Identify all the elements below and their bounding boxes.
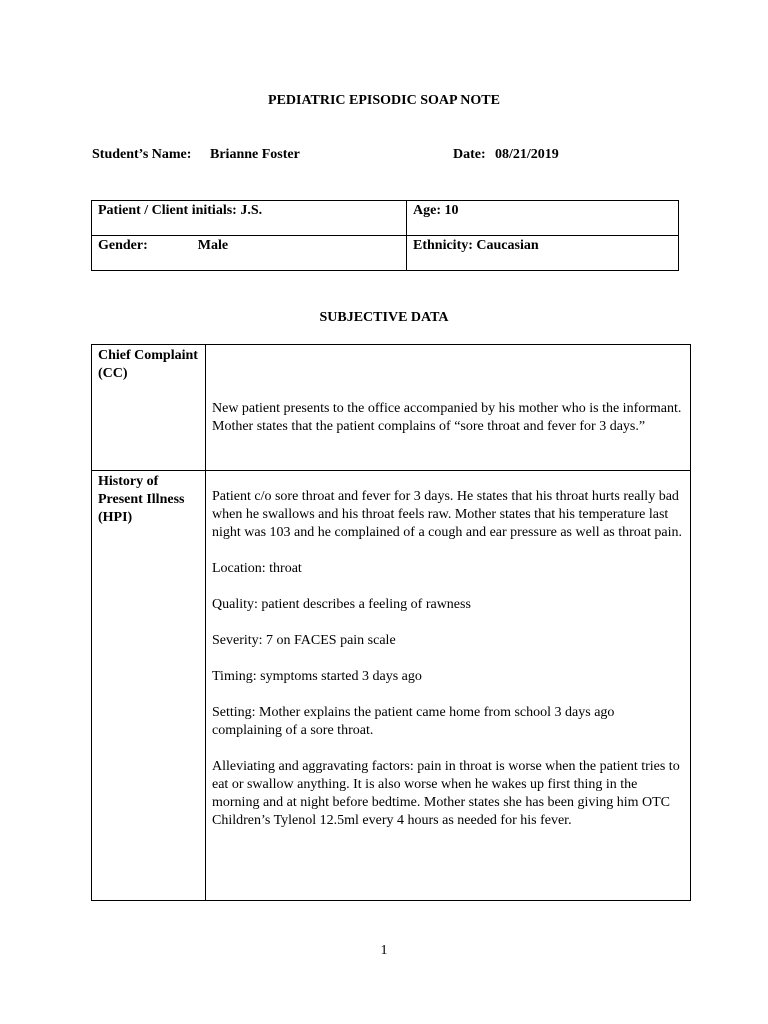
- document-title: PEDIATRIC EPISODIC SOAP NOTE: [268, 93, 500, 108]
- hpi-paragraph: Patient c/o sore throat and fever for 3 days. He states that his throat hurts really bad when he swallows and his throat feels raw. Mother states that his temperature last night was 103 and he complained of a cough and ear pressure as well as throat pain.: [212, 489, 683, 540]
- patient-ethnicity-cell: [407, 236, 679, 271]
- patient-info-row: [92, 236, 679, 271]
- chief-complaint-cell: [206, 345, 691, 471]
- chief-complaint-label: Chief Complaint (CC): [92, 345, 206, 471]
- student-name-label: Student’s Name:: [92, 147, 192, 162]
- date-label: Date:: [453, 147, 486, 162]
- hpi-label: History of Present Illness (HPI): [92, 471, 206, 901]
- hpi-cell: [206, 471, 691, 901]
- hpi-location: Location: throat: [212, 561, 302, 576]
- patient-initials: Patient / Client initials: J.S.: [98, 203, 263, 218]
- patient-ethnicity: Ethnicity: Caucasian: [413, 238, 539, 253]
- page-number: 1: [380, 943, 388, 958]
- gender-label: Gender:: [98, 238, 148, 253]
- chief-complaint-text: New patient presents to the office accompanied by his mother who is the informant. Mother states that the patient complains of “sore throat and fever for 3 days.”: [212, 401, 682, 434]
- gender-value: Male: [197, 238, 229, 253]
- chief-complaint-row: [92, 345, 691, 471]
- hpi-quality: Quality: patient describes a feeling of rawness: [212, 597, 471, 612]
- patient-initials-cell: [92, 201, 407, 236]
- patient-info-row: [92, 201, 679, 236]
- hpi-factors: Alleviating and aggravating factors: pain in throat is worse when the patient tries to eat or swallow anything. It is also worse when he wakes up first thing in the morning and at night before bedtime. Mother states she has been giving him OTC Children’s Tylenol 12.5ml every 4 hours as needed for his fever.: [212, 759, 680, 828]
- hpi-row: [92, 471, 691, 901]
- hpi-timing: Timing: symptoms started 3 days ago: [212, 669, 422, 684]
- hpi-setting: Setting: Mother explains the patient came home from school 3 days ago complaining of a sore throat.: [212, 705, 615, 738]
- student-name-value: Brianne Foster: [210, 147, 300, 162]
- patient-age: Age: 10: [413, 203, 459, 218]
- subjective-data-table: [91, 344, 691, 901]
- patient-info-table: [91, 200, 679, 271]
- date-value: 08/21/2019: [495, 147, 559, 162]
- patient-age-cell: [407, 201, 679, 236]
- subjective-section-title: SUBJECTIVE DATA: [319, 310, 449, 325]
- patient-gender-cell: [92, 236, 407, 271]
- hpi-severity: Severity: 7 on FACES pain scale: [212, 633, 396, 648]
